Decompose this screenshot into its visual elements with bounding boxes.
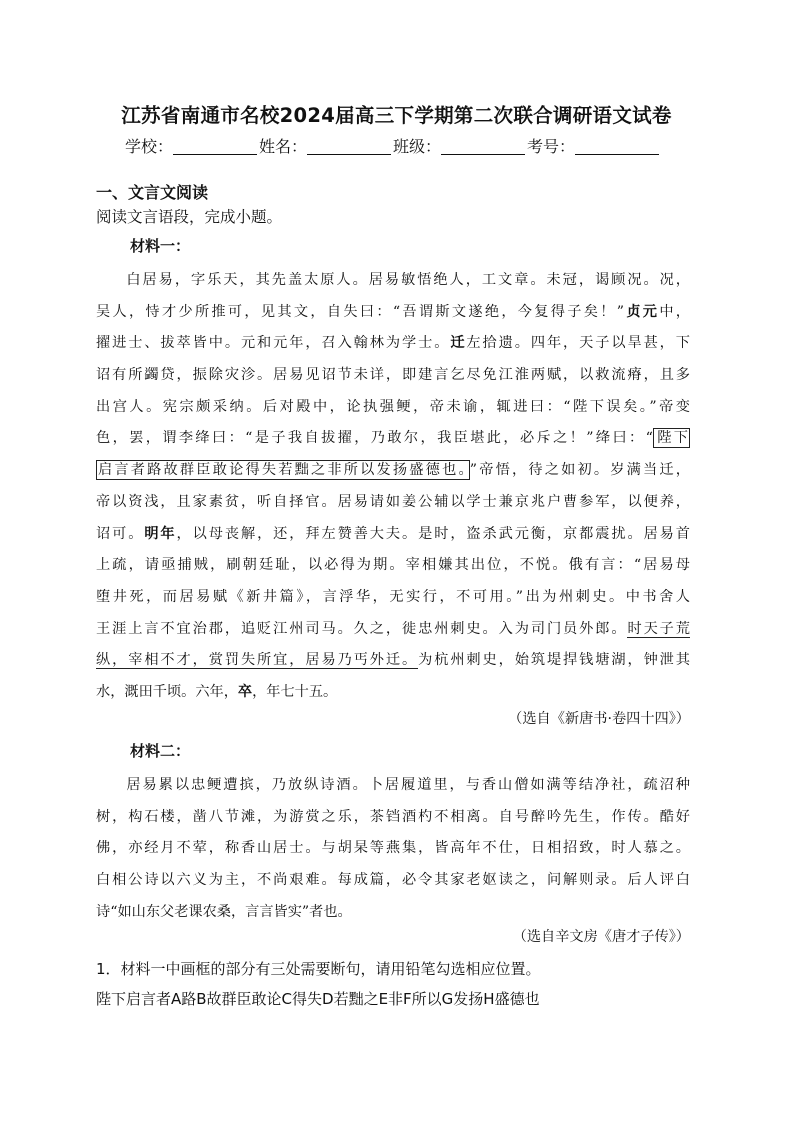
section-heading: 一、文言文阅读 [96, 183, 209, 202]
question-1-options[interactable]: 陛下启言者A路B故群臣敢论C得失D若黜之E非F所以G发扬H盛德也 [96, 990, 540, 1008]
m1-line: 水，溉田千顷。六年，卒，年七十五。 [96, 683, 338, 700]
m1-line: 吴人，恃才少所推可，见其文，自失曰：“吾谓斯文遂绝，今复得子矣！”贞元中， [96, 303, 690, 320]
underlined-sentence-start: 时天子荒 [627, 620, 690, 637]
m1-line: 王涯上言不宜治郡，追贬江州司马。久之，徙忠州刺史。入为司门员外郎。时天子荒 [96, 620, 690, 637]
class-blank[interactable] [441, 138, 525, 155]
m1-line: 诏可。明年，以母丧解，还，拜左赞善大夫。是时，盗杀武元衡，京都震扰。居易首 [96, 525, 690, 542]
material-two-text [96, 770, 690, 928]
exam-title: 江苏省南通市名校2024届高三下学期第二次联合调研语文试卷 [121, 104, 672, 127]
class-label: 班级： [393, 137, 442, 156]
name-label: 姓名： [259, 137, 308, 156]
material-one-heading: 材料一： [130, 237, 191, 255]
m1-line: 诏有所蠲贷，振除灾沴。居易见诏节未详，即建言乞尽免江淮两赋，以救流瘠，且多 [96, 367, 690, 384]
m2-line: 诗“如山东父老课农桑，言言皆实”者也。 [96, 903, 352, 920]
m2-line: 居易累以忠鲠遭摈，乃放纵诗酒。卜居履道里，与香山僧如满等结净社，疏沼种 [124, 777, 690, 793]
m2-line: 白相公诗以六义为主，不尚艰难。每成篇，必令其家老妪读之，问解则录。后人评白 [96, 872, 690, 889]
number-blank[interactable] [575, 138, 659, 155]
boxed-passage-start: 陛下 [654, 430, 688, 447]
material-one-source: （选自《新唐书·卷四十四》） [508, 711, 690, 727]
m1-line: 色，罢，谓李绛曰：“是子我自拔擢，乃敢尔，我臣堪此，必斥之！”绛曰：“ 陛下 [96, 430, 688, 447]
material-two-heading: 材料二： [130, 742, 191, 760]
school-label: 学校： [125, 137, 174, 156]
keyword-zu: 卒 [237, 683, 253, 700]
keyword-mingnian: 明年 [144, 525, 177, 542]
material-two-source: （选自辛文房《唐才子传》） [512, 929, 690, 945]
m1-line: 上疏，请亟捕贼，刷朝廷耻，以必得为期。宰相嫌其出位，不悦。俄有言：“居易母 [96, 557, 690, 574]
name-blank[interactable] [307, 138, 391, 155]
m1-line: 纵，宰相不才，赏罚失所宜，居易乃丐外迁。为杭州刺史，始筑堤捍钱塘湖，钟泄其 [96, 652, 690, 669]
question-1: 1．材料一中画框的部分有三处需要断句，请用铅笔勾选相应位置。 [96, 960, 541, 978]
section-instruction: 阅读文言语段，完成小题。 [96, 208, 283, 226]
keyword-qian: 迁 [450, 335, 467, 352]
m1-line: 启言者路故群臣敢论得失若黜之非所以发扬盛德也。 ”帝悟，待之如初。岁满当迁， [98, 462, 690, 479]
m1-line: 帝以资浅，且家素贫，听自择官。居易请如姜公辅以学士兼京兆户曹参军，以便养， [96, 493, 690, 510]
m1-line: 堕井死，而居易赋《新井篇》，言浮华，无实行，不可用。”出为州刺史。中书舍人 [96, 588, 690, 605]
m1-line: 擢进士、拔萃皆中。元和元年，召入翰林为学士。迁左拾遗。四年，天子以旱甚，下 [96, 335, 690, 352]
school-blank[interactable] [173, 138, 257, 155]
boxed-passage: 启言者路故群臣敢论得失若黜之非所以发扬盛德也。 [98, 462, 468, 479]
m2-line: 树，构石楼，凿八节滩，为游赏之乐，茶铛酒杓不相离。自号醉吟先生，作传。酷好 [96, 808, 690, 825]
m2-line: 佛，亦经月不荤，称香山居士。与胡杲等燕集，皆高年不仕，日相招致，时人慕之。 [96, 840, 690, 857]
student-info-row [125, 134, 661, 157]
m1-line: 出宫人。宪宗颇采纳。后对殿中，论执强鲠，帝未谕，辄进曰：“陛下误矣。”帝变 [96, 398, 690, 415]
m1-line: 白居易，字乐天，其先盖太原人。居易敏悟绝人，工文章。未冠，谒顾况。况， [124, 272, 690, 288]
keyword-zhenyuan: 贞元 [624, 303, 660, 320]
material-one-text [96, 265, 690, 709]
underlined-sentence: 纵，宰相不才，赏罚失所宜，居易乃丐外迁。 [96, 652, 419, 669]
number-label: 考号： [527, 137, 576, 156]
